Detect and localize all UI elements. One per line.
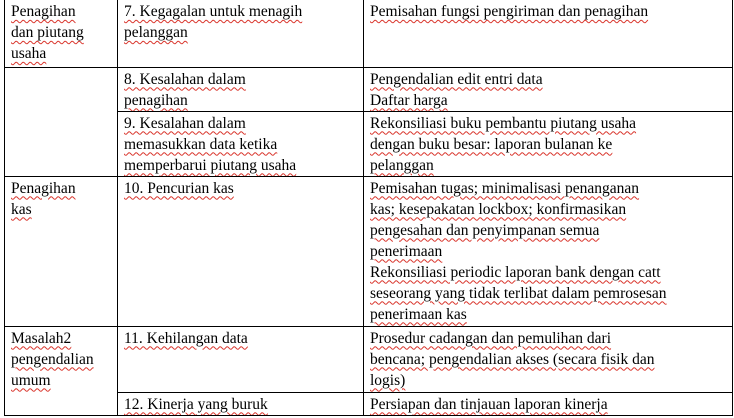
- cell-line: 7. Kegagalan untuk menagih: [124, 3, 303, 20]
- cell-line: Masalah2: [11, 329, 72, 347]
- category-cell[interactable]: [5, 176, 118, 326]
- risk-cell[interactable]: [118, 67, 364, 111]
- table-row: [5, 326, 733, 392]
- cell-line: dengan buku besar: laporan bulanan ke: [370, 135, 613, 153]
- risk-cell[interactable]: [118, 111, 364, 176]
- cell-line: umum: [11, 371, 51, 389]
- cell-line: Rekonsiliasi periodic laporan bank dengan catt: [370, 263, 661, 281]
- cell-line: memperbarui piutang usaha: [124, 156, 297, 174]
- cell-line: penerimaan: [370, 242, 443, 260]
- table-row: [5, 176, 733, 326]
- cell-line: bencana; pengendalian akses (secara fisik dan: [370, 350, 655, 368]
- cell-line: pelanggan: [124, 24, 188, 41]
- cell-line: memasukkan data ketika: [124, 135, 278, 153]
- category-cell[interactable]: [5, 67, 118, 111]
- table-row: [5, 67, 733, 111]
- table-row: [5, 111, 733, 176]
- cell-line: Pemisahan fungsi pengiriman dan penagihan: [370, 3, 649, 20]
- risk-cell[interactable]: [118, 326, 364, 392]
- cell-line: 8. Kesalahan dalam: [124, 70, 246, 88]
- control-cell[interactable]: [364, 326, 733, 392]
- cell-line: Pemisahan tugas; minimalisasi penanganan: [370, 179, 640, 197]
- control-cell[interactable]: [364, 67, 733, 111]
- cell-line: Persiapan dan tinjauan laporan kinerja: [370, 395, 608, 413]
- control-cell[interactable]: [364, 0, 733, 67]
- document-table-wrapper: [4, 0, 732, 416]
- cell-line: kas: [11, 200, 32, 218]
- cell-line: Daftar harga: [370, 91, 448, 109]
- table-row: [5, 392, 733, 415]
- control-risk-table: [4, 0, 733, 416]
- cell-line: 11. Kehilangan data: [124, 329, 248, 347]
- cell-line: 9. Kesalahan dalam: [124, 114, 246, 132]
- risk-cell[interactable]: [118, 392, 364, 415]
- category-cell[interactable]: [5, 111, 118, 176]
- control-cell[interactable]: [364, 111, 733, 176]
- cell-line: dan piutang: [11, 24, 84, 41]
- category-cell[interactable]: [5, 326, 118, 392]
- risk-cell[interactable]: [118, 0, 364, 67]
- cell-line: 12. Kinerja yang buruk: [124, 395, 268, 413]
- category-cell[interactable]: [5, 0, 118, 67]
- table-row: [5, 0, 733, 67]
- control-cell[interactable]: [364, 176, 733, 326]
- cell-line: Penagihan: [11, 3, 76, 20]
- cell-line: pengendalian: [11, 350, 94, 368]
- cell-line: penerimaan kas: [370, 305, 467, 323]
- cell-line: Rekonsiliasi buku pembantu piutang usaha: [370, 114, 637, 132]
- cell-line: pengesahan dan penyimpanan semua: [370, 221, 600, 239]
- category-cell[interactable]: [5, 392, 118, 415]
- cell-line: kas; kesepakatan lockbox; konfirmasikan: [370, 200, 627, 218]
- risk-cell[interactable]: [118, 176, 364, 326]
- cell-line: Prosedur cadangan dan pemulihan dari: [370, 329, 612, 347]
- cell-line: Penagihan: [11, 179, 76, 197]
- cell-line: seseorang yang tidak terlibat dalam pemrosesan: [370, 284, 667, 302]
- control-cell[interactable]: [364, 392, 733, 415]
- cell-line: usaha: [11, 45, 47, 62]
- cell-line: logis): [370, 371, 406, 389]
- cell-line: penagihan: [124, 91, 188, 109]
- cell-line: 10. Pencurian kas: [124, 179, 234, 197]
- cell-line: pelanggan: [370, 156, 434, 174]
- cell-line: Pengendalian edit entri data: [370, 70, 543, 88]
